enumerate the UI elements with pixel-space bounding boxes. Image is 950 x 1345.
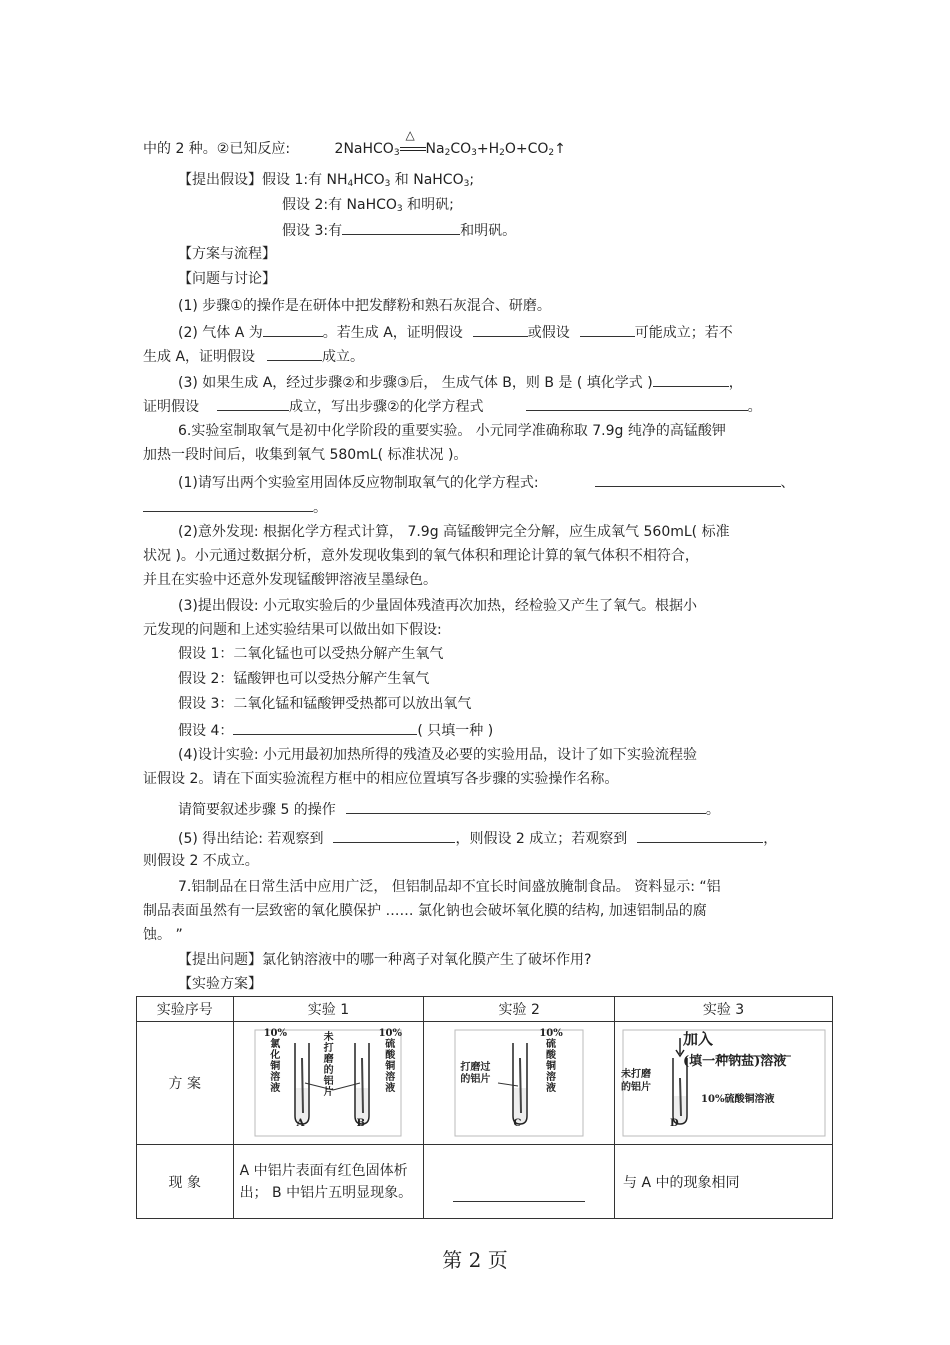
blank-hyp-d[interactable] [217, 396, 289, 411]
h1-sub3: 3 [463, 179, 470, 189]
problem-7-question: 【提出问题】氯化钠溶液中的哪一种离子对氧化膜产生了破坏作用? [178, 952, 592, 968]
q2-b: 。若生成 A，证明假设 [322, 325, 463, 341]
h2-a: 假设 2:有 NaHCO [282, 197, 397, 213]
discuss-heading: 【问题与讨论】 [178, 271, 276, 287]
blank-equation-2[interactable] [526, 396, 748, 411]
blank-hyp-a[interactable] [473, 322, 528, 337]
exp1-tube-a-letter: A [296, 1118, 305, 1129]
q3-a: (3) 如果生成 A，经过步骤②和步骤③后， 生成气体 B，则 B 是 ( 填化学式 ) [178, 375, 653, 391]
p6-q5 [178, 828, 777, 848]
eq-right-c: +H [476, 141, 500, 157]
eq-left-sub: 3 [393, 148, 400, 158]
exp1-label-b: 10% 硫 酸 铜 溶 液 [378, 1028, 402, 1094]
q2-f: 成立。 [322, 349, 365, 365]
delta-symbol: △ [405, 128, 415, 142]
q2-d: 可能成立；若不 [634, 325, 733, 341]
hypothesis-mn-2: 假设 2：锰酸钾也可以受热分解产生氧气 [178, 671, 430, 687]
eq-sub3: 2 [499, 148, 505, 158]
p6-q2-a: (2)意外发现: 根据化学方程式计算， 7.9g 高锰酸钾完全分解，应生成氧气 560mL( 标准 [178, 524, 730, 540]
exp1-label-a: 10% 氯 化 铜 溶 液 [263, 1028, 287, 1094]
question-2-cont [143, 346, 364, 366]
blank-gas-b[interactable] [653, 372, 729, 387]
hy4-b: ( 只填一种 ) [417, 723, 494, 739]
p6-q1-cont [143, 497, 327, 517]
heat-arrow [400, 128, 426, 158]
blank-hyp-c[interactable] [267, 346, 322, 361]
blank-hyp-b[interactable] [580, 322, 635, 337]
blank-observe-1[interactable] [333, 828, 455, 843]
reaction-equation [334, 128, 566, 158]
p6-q1-text: (1)请写出两个实验室用固体反应物制取氧气的化学方程式: [178, 475, 539, 491]
header-exp3: 实验 3 [615, 997, 833, 1022]
exp3-label-right: 10%硫酸铜溶液 [701, 1094, 775, 1105]
blank-exp2-result[interactable] [453, 1187, 585, 1202]
question-2 [178, 322, 733, 342]
eq-sub2: 3 [471, 148, 477, 158]
q3-d: 成立，写出步骤②的化学方程式 [289, 399, 484, 415]
blank-o2-eq-1[interactable] [595, 472, 781, 487]
problem-6-intro: 6.实验室制取氧气是初中化学阶段的重要实验。 小元同学准确称取 7.9g 纯净的高锰酸钾 [178, 423, 726, 439]
blank-hyp-4[interactable] [233, 720, 417, 735]
exp1-label-mid: 未 打 磨 的 铝 片 [323, 1032, 334, 1098]
eq-right-e: ↑ [554, 141, 566, 157]
hypothesis-mn-4 [178, 720, 493, 740]
p6-q4-b: 证假设 2。请在下面实验流程方框中的相应位置填写各步骤的实验操作名称。 [143, 771, 619, 787]
header-exp2: 实验 2 [424, 997, 615, 1022]
question-3-cont [143, 396, 762, 416]
p6-q2-b: 状况 )。小元通过数据分析，意外发现收集到的氧气体积和理论计算的氧气体积不相符合， [143, 548, 699, 564]
h1-c: 和 NaHCO [390, 172, 464, 188]
pointer-c [498, 1083, 518, 1086]
h1-sub1: 4 [347, 179, 354, 189]
h1-b: HCO [353, 172, 385, 188]
q3-e: 。 [747, 399, 762, 415]
p6-q1-end: 。 [313, 500, 327, 516]
blank-observe-2[interactable] [637, 828, 763, 843]
page-number: 第 2 页 [442, 1248, 508, 1272]
hypothesis-mn-3: 假设 3：二氧化锰和锰酸钾受热都可以放出氧气 [178, 696, 472, 712]
p6-step5 [178, 799, 720, 819]
h2-sub: 3 [396, 204, 403, 214]
exp2-result-cell [424, 1145, 615, 1219]
exp1-result: A 中铝片表面有红色固体析出； B 中铝片五明显现象。 [233, 1145, 424, 1219]
question-3 [178, 372, 743, 392]
q2-c: 或假设 [527, 325, 570, 341]
plan-heading: 【方案与流程】 [178, 246, 276, 262]
exp2-tube-letter: C [513, 1118, 522, 1129]
problem-7-c: 蚀。 ” [143, 927, 183, 943]
tube-d-strip [680, 1078, 681, 1116]
eq-right-b: CO [450, 141, 472, 157]
q2-a: (2) 气体 A 为 [178, 325, 263, 341]
pointer-b [333, 1083, 360, 1090]
reaction-intro: 中的 2 种。②已知反应: [143, 141, 291, 157]
header-exp1: 实验 1 [233, 997, 424, 1022]
p6-q5-cont: 则假设 2 不成立。 [143, 853, 259, 869]
exp3-label-left: 未打磨 的铝片 [621, 1069, 652, 1093]
h2-b: 和明矾; [402, 197, 454, 213]
blank-step5[interactable] [346, 799, 706, 814]
exp3-add-note: (填一种钠盐)溶液 [683, 1054, 787, 1069]
p6-q3-b: 元发现的问题和上述实验结果可以做出如下假设: [143, 622, 442, 638]
problem-7-plan: 【实验方案】 [178, 976, 262, 992]
h1-d: ; [469, 172, 475, 188]
q3-b: ， [728, 375, 743, 391]
blank-h3[interactable] [342, 220, 460, 235]
tube-a-strip [302, 1058, 303, 1113]
eq-left: 2NaHCO [334, 141, 394, 157]
exp1-figure-cell [233, 1022, 424, 1145]
p6-q1 [178, 472, 795, 492]
h3-a: 假设 3:有 [282, 223, 343, 239]
hypothesis-3 [282, 220, 516, 240]
exp3-result: 与 A 中的现象相同 [615, 1145, 833, 1219]
exp3-add-label: 加入 [683, 1030, 714, 1048]
hypothesis-mn-1: 假设 1：二氧化锰也可以受热分解产生氧气 [178, 646, 444, 662]
p6-q1-sep: 、 [780, 475, 795, 491]
eq-sub4: 2 [548, 148, 555, 158]
exp3-figure [621, 1028, 827, 1138]
table-row-result [137, 1145, 833, 1219]
tube-b-strip [362, 1058, 363, 1113]
problem-6-intro-cont: 加热一段时间后，收集到氧气 580mL( 标准状况 )。 [143, 447, 468, 463]
eq-sub1: 2 [444, 148, 451, 158]
exp1-tube-b-letter: B [356, 1118, 366, 1129]
exp2-label-left: 打磨过 的铝片 [460, 1062, 491, 1085]
exp2-label-right: 10% 硫 酸 铜 溶 液 [539, 1028, 563, 1094]
experiment-table [136, 996, 833, 1219]
problem-7-a: 7.铝制品在日常生活中应用广泛， 但铝制品却不宜长时间盛放腌制食品。 资料显示: “铝 [178, 879, 721, 895]
table-header-row [137, 997, 833, 1022]
h1-sub2: 3 [384, 179, 391, 189]
question-1: (1) 步骤①的操作是在研体中把发酵粉和熟石灰混合、研磨。 [178, 298, 551, 314]
p6-q4-a: (4)设计实验: 小元用最初加热所得的残渣及必要的实验用品，设计了如下实验流程验 [178, 747, 697, 763]
q3-c: 证明假设 [143, 399, 199, 415]
blank-gas-a[interactable] [263, 322, 323, 337]
eq-right-d: O+CO [504, 141, 549, 157]
header-seq: 实验序号 [137, 997, 234, 1022]
h1-a: 【提出假设】假设 1:有 NH [178, 172, 348, 188]
eq-right-a: Na [425, 141, 445, 157]
table-row-plan [137, 1022, 833, 1145]
exp2-figure-cell [424, 1022, 615, 1145]
p6-q2-c: 并且在实验中还意外发现锰酸钾溶液呈墨绿色。 [143, 572, 437, 588]
tube-c-strip [520, 1058, 521, 1113]
blank-o2-eq-2[interactable] [143, 497, 313, 512]
row-result-label: 现 象 [137, 1145, 234, 1219]
reaction-line [143, 128, 566, 162]
hy4-a: 假设 4： [178, 723, 234, 739]
row-plan-label: 方 案 [137, 1022, 234, 1145]
p6-q3-a: (3)提出假设: 小元取实验后的少量固体残渣再次加热，经检验又产生了氧气。根据小 [178, 598, 697, 614]
p6-q5-c: ， [763, 831, 778, 847]
hypothesis-2 [282, 196, 454, 218]
exp3-tube-letter: D [670, 1118, 679, 1129]
problem-7-b: 制品表面虽然有一层致密的氧化膜保护 …… 氯化钠也会破坏氧化膜的结构, 加速铝制品的腐 [143, 903, 707, 919]
h3-b: 和明矾。 [460, 223, 517, 239]
hypothesis-1 [178, 171, 474, 193]
q2-e: 生成 A，证明假设 [143, 349, 256, 365]
step5-b: 。 [705, 802, 720, 818]
p6-q5-b: ，则假设 2 成立；若观察到 [455, 831, 628, 847]
exp3-figure-cell [615, 1022, 833, 1145]
step5-a: 请简要叙述步骤 5 的操作 [178, 802, 336, 818]
p6-q5-a: (5) 得出结论: 若观察到 [178, 831, 324, 847]
